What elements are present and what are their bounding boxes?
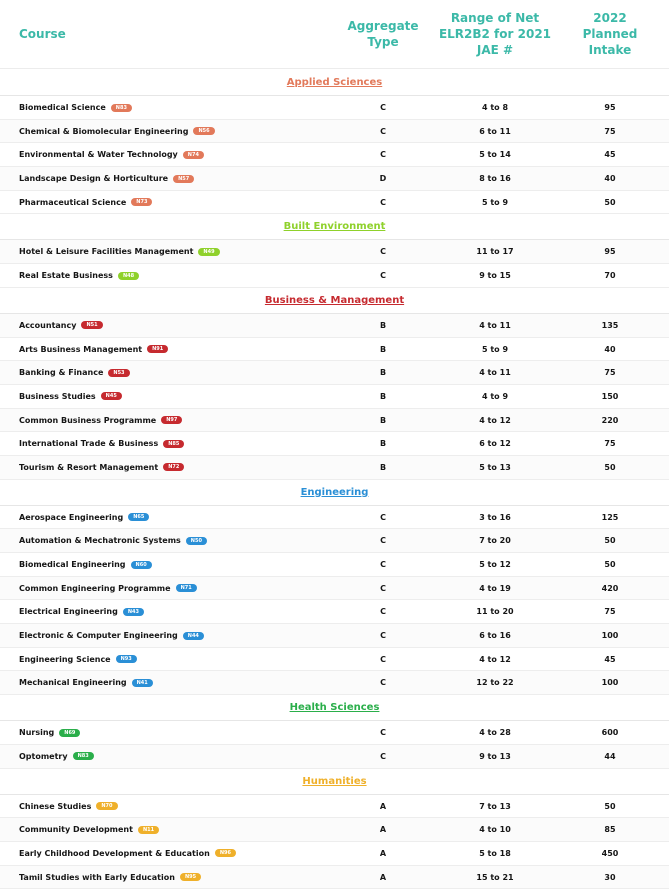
planned-intake-cell: 44 [604,751,616,761]
table-row [0,553,669,577]
aggregate-type-cell: B [379,439,387,449]
planned-intake-cell: 75 [604,607,616,617]
range-cell: 11 to 17 [476,247,514,257]
aggregate-type-cell: C [380,654,386,664]
range-cell: 9 to 13 [479,751,511,761]
planned-intake-cell: 30 [604,872,616,882]
course-name-cell [19,120,319,143]
course-code-badge: N41 [132,679,153,687]
table-row [0,240,669,264]
aggregate-type-cell: C [380,583,386,593]
course-code-badge: N74 [183,151,204,159]
planned-intake-cell: 220 [601,415,619,425]
table-row [0,264,669,288]
course-name-cell [19,385,319,408]
planned-intake-cell: 75 [604,126,616,136]
range-cell: 15 to 21 [476,872,514,882]
planned-intake-cell: 50 [604,197,616,207]
course-name-cell [19,432,319,455]
table-row [0,624,669,648]
course-code-badge: N97 [161,416,182,424]
table-row [0,120,669,144]
course-code-badge: N93 [116,655,137,663]
course-code-badge: N91 [147,345,168,353]
planned-intake-cell: 50 [604,801,616,811]
course-name: Banking & Finance [19,368,104,378]
course-name-cell [19,745,319,768]
course-name: Real Estate Business [19,271,113,281]
planned-intake-cell: 150 [601,391,619,401]
course-name: Optometry [19,751,68,761]
range-cell: 5 to 13 [479,462,511,472]
planned-intake-cell: 100 [601,678,619,688]
planned-intake-cell: 45 [604,654,616,664]
range-cell: 4 to 12 [479,654,511,664]
course-name: Landscape Design & Horticulture [19,174,169,184]
range-cell: 11 to 20 [476,607,514,617]
planned-intake-cell: 450 [601,848,619,858]
course-name: Early Childhood Development & Education [19,848,210,858]
course-name-cell [19,721,319,744]
course-name-cell [19,143,319,166]
planned-intake-cell: 100 [601,631,619,641]
aggregate-type-cell: C [380,607,386,617]
aggregate-type-cell: C [380,536,386,546]
course-name: Business Studies [19,391,96,401]
aggregate-type-cell: A [379,848,387,858]
section-header: Applied Sciences [0,70,669,96]
course-code-badge: N96 [215,849,236,857]
course-name: Engineering Science [19,654,111,664]
table-row [0,577,669,601]
aggregate-type-cell: C [380,271,386,281]
course-code-badge: N11 [138,826,159,834]
table-row [0,143,669,167]
course-name: Electrical Engineering [19,607,118,617]
course-name: Common Business Programme [19,415,157,425]
planned-intake-cell: 95 [604,247,616,257]
range-cell: 8 to 16 [479,174,511,184]
range-cell: 6 to 16 [479,631,511,641]
table-row [0,167,669,191]
section-header: Built Environment [0,214,669,240]
table-row [0,600,669,624]
course-code-badge: N70 [96,802,117,810]
table-row [0,409,669,433]
range-cell: 5 to 9 [481,344,509,354]
table-row [0,96,669,120]
header-planned-intake: 2022 Planned Intake [582,11,638,57]
course-code-badge: N83 [111,104,132,112]
course-name-cell [19,648,319,671]
aggregate-type-cell: C [380,197,386,207]
course-code-badge: N45 [101,392,122,400]
course-name-cell [19,842,319,865]
course-name-cell [19,624,319,647]
course-name-cell [19,338,319,361]
course-name-cell [19,795,319,818]
course-name: Biomedical Engineering [19,560,126,569]
range-cell: 3 to 16 [479,512,511,522]
course-name: Mechanical Engineering [19,678,127,688]
range-cell: 4 to 9 [481,391,509,401]
range-cell: 5 to 12 [479,560,511,569]
table-row [0,795,669,819]
course-code-badge: N43 [123,608,144,616]
table-row [0,361,669,385]
table-header [0,0,669,69]
course-code-badge: N83 [73,752,94,760]
aggregate-type-cell: B [379,462,387,472]
range-cell: 5 to 9 [481,197,509,207]
course-name: Electronic & Computer Engineering [19,631,178,641]
table-row [0,385,669,409]
aggregate-type-cell: C [380,126,386,136]
course-name: Accountancy [19,320,77,330]
range-cell: 4 to 12 [479,415,511,425]
course-name-cell [19,456,319,479]
course-name-cell [19,577,319,600]
course-name: International Trade & Business [19,439,159,449]
course-name: Pharmaceutical Science [19,197,127,207]
planned-intake-cell: 70 [604,271,616,281]
course-name: Environmental & Water Technology [19,150,178,160]
course-code-badge: N73 [131,198,152,206]
aggregate-type-cell: C [380,728,386,738]
planned-intake-cell: 50 [604,536,616,546]
course-name: Nursing [19,728,55,738]
range-cell: 12 to 22 [476,678,514,688]
planned-intake-cell: 95 [604,103,616,112]
table-row [0,721,669,745]
aggregate-type-cell: A [379,825,387,835]
table-row [0,191,669,215]
planned-intake-cell: 50 [604,560,616,569]
planned-intake-cell: 600 [601,728,619,738]
course-name-cell [19,818,319,841]
course-name-cell [19,264,319,287]
course-code-badge: N71 [176,584,197,592]
planned-intake-cell: 125 [601,512,619,522]
aggregate-type-cell: C [380,631,386,641]
aggregate-type-cell: C [380,150,386,160]
planned-intake-cell: 40 [604,174,616,184]
course-name: Chinese Studies [19,801,92,811]
course-code-badge: N50 [186,537,207,545]
course-code-badge: N57 [173,175,194,183]
range-cell: 9 to 15 [479,271,511,281]
planned-intake-cell: 75 [604,439,616,449]
table-row [0,338,669,362]
aggregate-type-cell: B [379,320,387,330]
table-row [0,866,669,890]
course-code-badge: N60 [131,561,152,569]
course-name-cell [19,600,319,623]
course-code-badge: N44 [183,632,204,640]
range-cell: 5 to 18 [479,848,511,858]
range-cell: 5 to 14 [479,150,511,160]
course-name-cell [19,553,319,576]
table-row [0,745,669,769]
range-cell: 4 to 10 [479,825,511,835]
course-name-cell [19,866,319,889]
course-name-cell [19,506,319,529]
course-name: Aerospace Engineering [19,512,124,522]
table-row [0,456,669,480]
course-name: Community Development [19,825,133,835]
planned-intake-cell: 45 [604,150,616,160]
course-code-badge: N49 [198,248,219,256]
aggregate-type-cell: B [379,415,387,425]
range-cell: 4 to 28 [479,728,511,738]
course-name-cell [19,191,319,214]
course-name: Tourism & Resort Management [19,462,159,472]
section-header: Health Sciences [0,695,669,721]
course-name: Chemical & Biomolecular Engineering [19,126,189,136]
table-row [0,671,669,695]
course-code-badge: N53 [108,369,129,377]
header-range: Range of Net ELR2B2 for 2021 JAE # [438,11,552,57]
course-name-cell [19,96,319,119]
course-name-cell [19,314,319,337]
table-body [0,70,669,889]
aggregate-type-cell: D [379,174,387,184]
course-code-badge: N56 [193,127,214,135]
range-cell: 4 to 11 [479,320,511,330]
header-aggregate-type: Aggregate Type [347,19,419,49]
table-row [0,506,669,530]
aggregate-type-cell: A [379,801,387,811]
course-code-badge: N65 [128,513,149,521]
course-name-cell [19,361,319,384]
aggregate-type-cell: B [379,368,387,378]
planned-intake-cell: 420 [601,583,619,593]
aggregate-type-cell: B [379,344,387,354]
course-name-cell [19,409,319,432]
table-row [0,842,669,866]
course-name: Tamil Studies with Early Education [19,872,175,882]
course-name-cell [19,167,319,190]
range-cell: 4 to 19 [479,583,511,593]
header-course: Course [19,27,66,41]
aggregate-type-cell: C [380,103,386,112]
course-code-badge: N48 [118,272,139,280]
course-name: Automation & Mechatronic Systems [19,536,181,546]
range-cell: 4 to 8 [481,103,509,112]
course-name: Hotel & Leisure Facilities Management [19,247,194,257]
planned-intake-cell: 50 [604,462,616,472]
aggregate-type-cell: A [379,872,387,882]
table-row [0,314,669,338]
course-name: Biomedical Science [19,103,106,112]
planned-intake-cell: 40 [604,344,616,354]
course-name: Arts Business Management [19,344,143,354]
planned-intake-cell: 75 [604,368,616,378]
course-name-cell [19,240,319,263]
aggregate-type-cell: C [380,751,386,761]
course-name-cell [19,671,319,694]
table-row [0,529,669,553]
course-code-badge: N72 [163,463,184,471]
section-header: Humanities [0,769,669,795]
table-row [0,818,669,842]
course-code-badge: N51 [81,321,102,329]
range-cell: 7 to 13 [479,801,511,811]
section-header: Business & Management [0,288,669,314]
table-row [0,648,669,672]
aggregate-type-cell: C [380,512,386,522]
planned-intake-cell: 135 [601,320,619,330]
range-cell: 4 to 11 [479,368,511,378]
section-header: Engineering [0,480,669,506]
aggregate-type-cell: B [379,391,387,401]
aggregate-type-cell: C [380,247,386,257]
range-cell: 6 to 11 [479,126,511,136]
aggregate-type-cell: C [380,678,386,688]
aggregate-type-cell: C [380,560,386,569]
course-name-cell [19,529,319,552]
table-row [0,432,669,456]
course-name: Common Engineering Programme [19,583,171,593]
range-cell: 7 to 20 [479,536,511,546]
course-code-badge: N85 [163,440,184,448]
course-code-badge: N69 [59,729,80,737]
course-code-badge: N95 [180,873,201,881]
planned-intake-cell: 85 [604,825,616,835]
range-cell: 6 to 12 [479,439,511,449]
